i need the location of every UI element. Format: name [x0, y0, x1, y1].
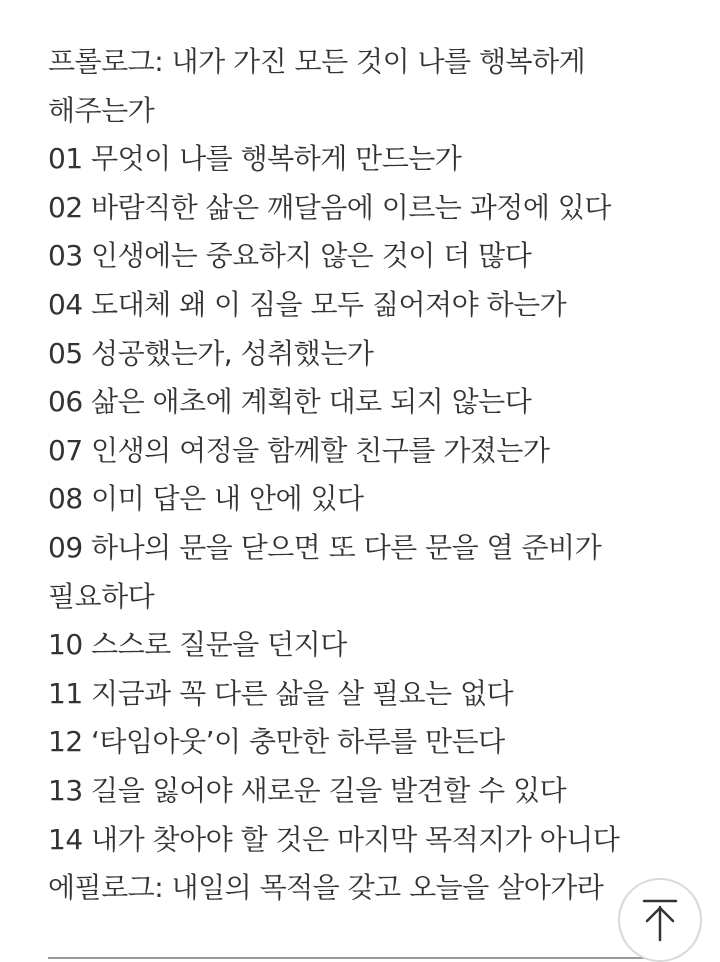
toc-item-03: 03 인생에는 중요하지 않은 것이 더 많다: [48, 239, 532, 273]
toc-item-06: 06 삶은 애초에 계획한 대로 되지 않는다: [48, 385, 532, 419]
toc-item-07: 07 인생의 여정을 함께할 친구를 가졌는가: [48, 433, 550, 467]
toc-item-12: 12 ‘타임아웃’이 충만한 하루를 만든다: [48, 725, 505, 759]
toc-item-prologue: 프롤로그: 내가 가진 모든 것이 나를 행복하게 해주는가: [48, 45, 586, 127]
toc-item-10: 10 스스로 질문을 던지다: [48, 628, 347, 662]
arrow-up-to-top-icon: [640, 898, 680, 942]
toc-item-14: 14 내가 찾아야 할 것은 마지막 목적지가 아니다: [48, 822, 620, 856]
toc-item-08: 08 이미 답은 내 안에 있다: [48, 482, 364, 516]
toc-item-epilogue: 에필로그: 내일의 목적을 갖고 오늘을 살아가라: [48, 871, 604, 905]
scroll-to-top-button[interactable]: [618, 878, 702, 962]
toc-item-11: 11 지금과 꼭 다른 삶을 살 필요는 없다: [48, 676, 514, 710]
toc-item-13: 13 길을 잃어야 새로운 길을 발견할 수 있다: [48, 773, 567, 807]
table-of-contents: [48, 38, 668, 913]
toc-item-05: 05 성공했는가, 성취했는가: [48, 336, 374, 370]
toc-item-02: 02 바람직한 삶은 깨달음에 이르는 과정에 있다: [48, 190, 611, 224]
toc-item-01: 01 무엇이 나를 행복하게 만드는가: [48, 142, 462, 176]
toc-item-09: 09 하나의 문을 닫으면 또 다른 문을 열 준비가 필요하다: [48, 530, 602, 613]
toc-item-04: 04 도대체 왜 이 짐을 모두 짊어져야 하는가: [48, 287, 567, 321]
divider: [48, 957, 648, 959]
